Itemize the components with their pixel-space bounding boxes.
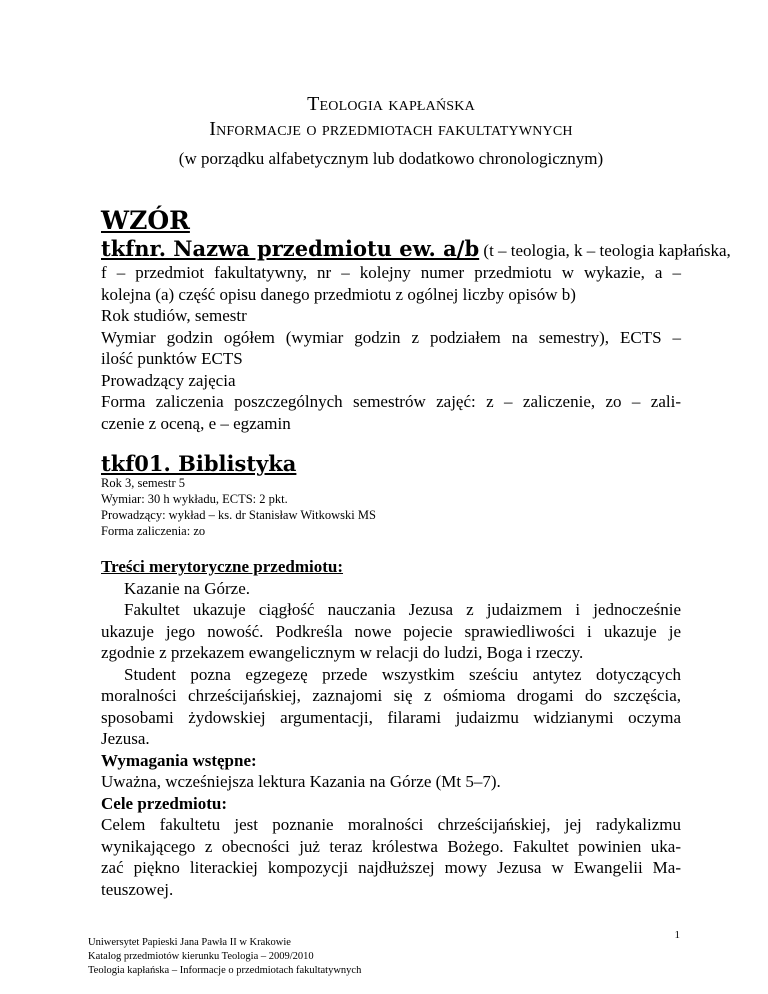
goals-line: Celem fakultetu jest poznanie moralności chrześcijańskiej, jej radykalizmu <box>101 815 681 834</box>
template-heading: WZÓR <box>101 206 190 235</box>
content-line: zgodnie z przekazem ewangelicznym w relacji do ludzi, Boga i rzeczy. <box>101 643 584 662</box>
requirements-heading: Wymagania wstępne: <box>101 750 257 770</box>
document-subtitle-heading: Informacje o przedmiotach fakultatywnych <box>209 118 573 140</box>
footer-line: Katalog przedmiotów kierunku Teologia – 2009/2010 <box>88 951 314 962</box>
footer-line: Teologia kapłańska – Informacje o przedmiotach fakultatywnych <box>88 965 362 976</box>
document-title: Teologia kapłańska <box>307 93 475 115</box>
template-lecturer: Prowadzący zajęcia <box>101 370 236 390</box>
goals-line: zać piękno literackiej kompozycji najdłuższej mowy Jezusa w Ewangelii Ma- <box>101 858 681 877</box>
content-line: Jezusa. <box>101 729 150 748</box>
template-form-line: czenie z oceną, e – egzamin <box>101 413 291 433</box>
template-hours-line: Wymiar godzin ogółem (wymiar godzin z podziałem na semestry), ECTS – <box>101 327 681 347</box>
content-line: Student pozna egzegezę przede wszystkim sześciu antytez dotyczących <box>124 664 681 684</box>
page-number: 1 <box>674 929 680 941</box>
goals-heading: Cele przedmiotu: <box>101 793 228 813</box>
template-form-line: Forma zaliczenia poszczególnych semestrów zajęć: z – zaliczenie, zo – zali- <box>101 392 681 411</box>
content-line: sposobami żydowskiej argumentacji, filarami judaizmu widzianymi oczyma <box>101 707 681 727</box>
course-meta <box>101 475 376 539</box>
course-content <box>101 556 681 900</box>
content-line: ukazuje jego nowość. Podkreśla nowe pojecie sprawiedliwości i ukazuje je <box>101 621 681 641</box>
goals-line: wynikającego z obecności już teraz królestwa Bożego. Fakultet powinien uka- <box>101 836 681 856</box>
template-year-semester: Rok studiów, semestr <box>101 306 247 325</box>
template-code-title: tkfnr. Nazwa przedmiotu ew. a/b <box>101 236 480 261</box>
content-paragraph: Kazanie na Górze. <box>124 578 251 598</box>
content-heading: Treści merytoryczne przedmiotu: <box>101 557 344 576</box>
course-hours: Wymiar: 30 h wykładu, ECTS: 2 pkt. <box>101 492 288 506</box>
requirements-text: Uważna, wcześniejsza lektura Kazania na Górze (Mt 5–7). <box>101 772 501 791</box>
course-form: Forma zaliczenia: zo <box>101 524 206 538</box>
template-desc-line: f – przedmiot fakultatywny, nr – kolejny numer przedmiotu w wykazie, a – <box>101 263 681 282</box>
page-footer <box>88 936 361 978</box>
footer-line: Uniwersytet Papieski Jana Pawła II w Krakowie <box>88 937 291 948</box>
course-heading: tkf01. Biblistyka <box>101 451 297 476</box>
template-code-line <box>101 236 731 261</box>
template-description <box>101 262 681 434</box>
content-line: moralności chrześcijańskiej, zaznajomi się z ośmioma drogami do szczęścia, <box>101 686 681 705</box>
course-lecturer: Prowadzący: wykład – ks. dr Stanisław Witkowski MS <box>101 508 376 522</box>
content-line: Fakultet ukazuje ciągłość nauczania Jezusa z judaizmem i jednocześnie <box>124 600 681 619</box>
course-year: Rok 3, semestr 5 <box>101 476 186 490</box>
goals-line: teuszowej. <box>101 879 174 899</box>
template-code-desc: (t – teologia, k – teologia kapłańska, <box>479 241 731 260</box>
template-hours-line: ilość punktów ECTS <box>101 349 243 368</box>
template-desc-line: kolejna (a) część opisu danego przedmiotu z ogólnej liczby opisów b) <box>101 284 576 304</box>
ordering-note: (w porządku alfabetycznym lub dodatkowo chronologicznym) <box>178 149 604 168</box>
